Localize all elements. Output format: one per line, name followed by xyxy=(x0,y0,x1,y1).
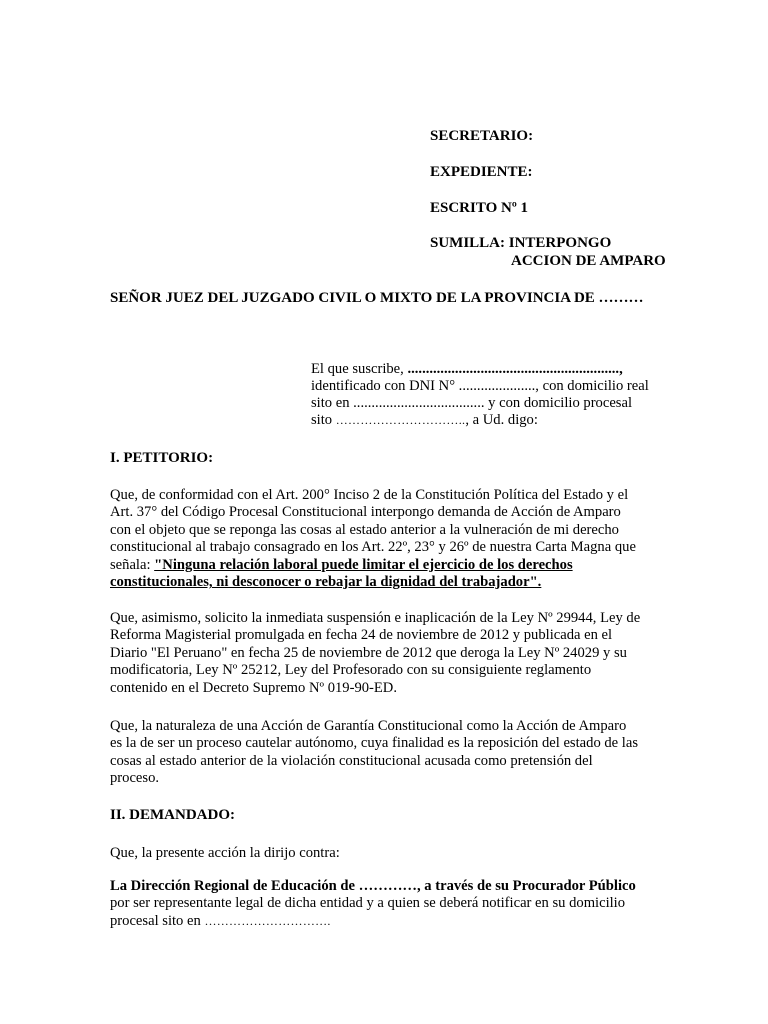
paragraph-line: Que, la naturaleza de una Acción de Garantía Constitucional como la Acción de Amparo xyxy=(110,718,627,734)
expediente-label: EXPEDIENTE: xyxy=(430,164,533,180)
paragraph-line: Que, asimismo, solicito la inmediata suspensión e inaplicación de la Ley Nº 29944, Ley de xyxy=(110,610,641,626)
intro-line-3: sito en .................................... y con domicilio procesal xyxy=(311,395,633,411)
demandado-heading: II. DEMANDADO: xyxy=(110,807,235,823)
intro-line-4: sito ………………………….., a Ud. digo: xyxy=(311,412,538,428)
demandado-paragraph-1: Que, la presente acción la dirijo contra: xyxy=(110,845,340,861)
paragraph-line: Diario "El Peruano" en fecha 25 de noviembre de 2012 que deroga la Ley Nº 24029 y su xyxy=(110,644,627,661)
paragraph-line: procesal sito en …………………………. xyxy=(110,912,331,929)
petitorio-heading: I. PETITORIO: xyxy=(110,450,214,466)
petitorio-paragraph-1 xyxy=(110,487,675,591)
intro-line-1: El que suscribe, .........................................................., xyxy=(311,361,623,377)
paragraph-line: proceso. xyxy=(110,770,160,787)
paragraph-line: Art. 37° del Código Procesal Constitucional interpongo demanda de Acción de Amparo xyxy=(110,504,621,521)
paragraph-line: constitucional al trabajo consagrado en los Art. 22º, 23° y 26º de nuestra Carta Magna que xyxy=(110,539,636,556)
paragraph-line: con el objeto que se reponga las cosas al estado anterior a la vulneración de mi derecho xyxy=(110,521,619,538)
quoted-text: constitucionales, ni desconocer o rebajar la dignidad del trabajador". xyxy=(110,574,542,591)
addressee: SEÑOR JUEZ DEL JUZGADO CIVIL O MIXTO DE LA PROVINCIA DE ……… xyxy=(110,290,644,306)
paragraph-line: La Dirección Regional de Educación de …………, a través de su Procurador Público xyxy=(110,878,636,894)
paragraph-line: señala: "Ninguna relación laboral puede limitar el ejercicio de los derechos xyxy=(110,556,573,573)
paragraph-line: Que, de conformidad con el Art. 200° Inciso 2 de la Constitución Política del Estado y el xyxy=(110,487,629,503)
paragraph-line: modificatoria, Ley Nº 25212, Ley del Profesorado con su consiguiente reglamento xyxy=(110,662,592,679)
paragraph-line: contenido en el Decreto Supremo Nº 019-90-ED. xyxy=(110,679,397,696)
sumilla-line-1: SUMILLA: INTERPONGO xyxy=(430,235,612,251)
intro-line-2: identificado con DNI N° ....................., con domicilio real xyxy=(311,378,649,394)
paragraph-line: Reforma Magisterial promulgada en fecha 24 de noviembre de 2012 y publicada en el xyxy=(110,627,613,644)
sumilla-line-2: ACCION DE AMPARO xyxy=(511,253,666,269)
paragraph-line: por ser representante legal de dicha entidad y a quien se deberá notificar en su domicilio xyxy=(110,895,626,912)
quoted-text: "Ninguna relación laboral puede limitar el ejercicio de los derechos xyxy=(154,556,573,573)
paragraph-line: cosas al estado anterior de la violación constitucional acusada como pretensión del xyxy=(110,752,593,769)
petitorio-paragraph-2 xyxy=(110,610,675,697)
demandado-paragraph-2 xyxy=(110,878,675,930)
petitorio-paragraph-3 xyxy=(110,718,675,788)
escrito-label: ESCRITO Nº 1 xyxy=(430,200,529,216)
paragraph-line: es la de ser un proceso cautelar autónomo, cuya finalidad es la reposición del estado de las xyxy=(110,735,639,752)
secretario-label: SECRETARIO: xyxy=(430,128,534,144)
intro-block xyxy=(311,361,649,429)
